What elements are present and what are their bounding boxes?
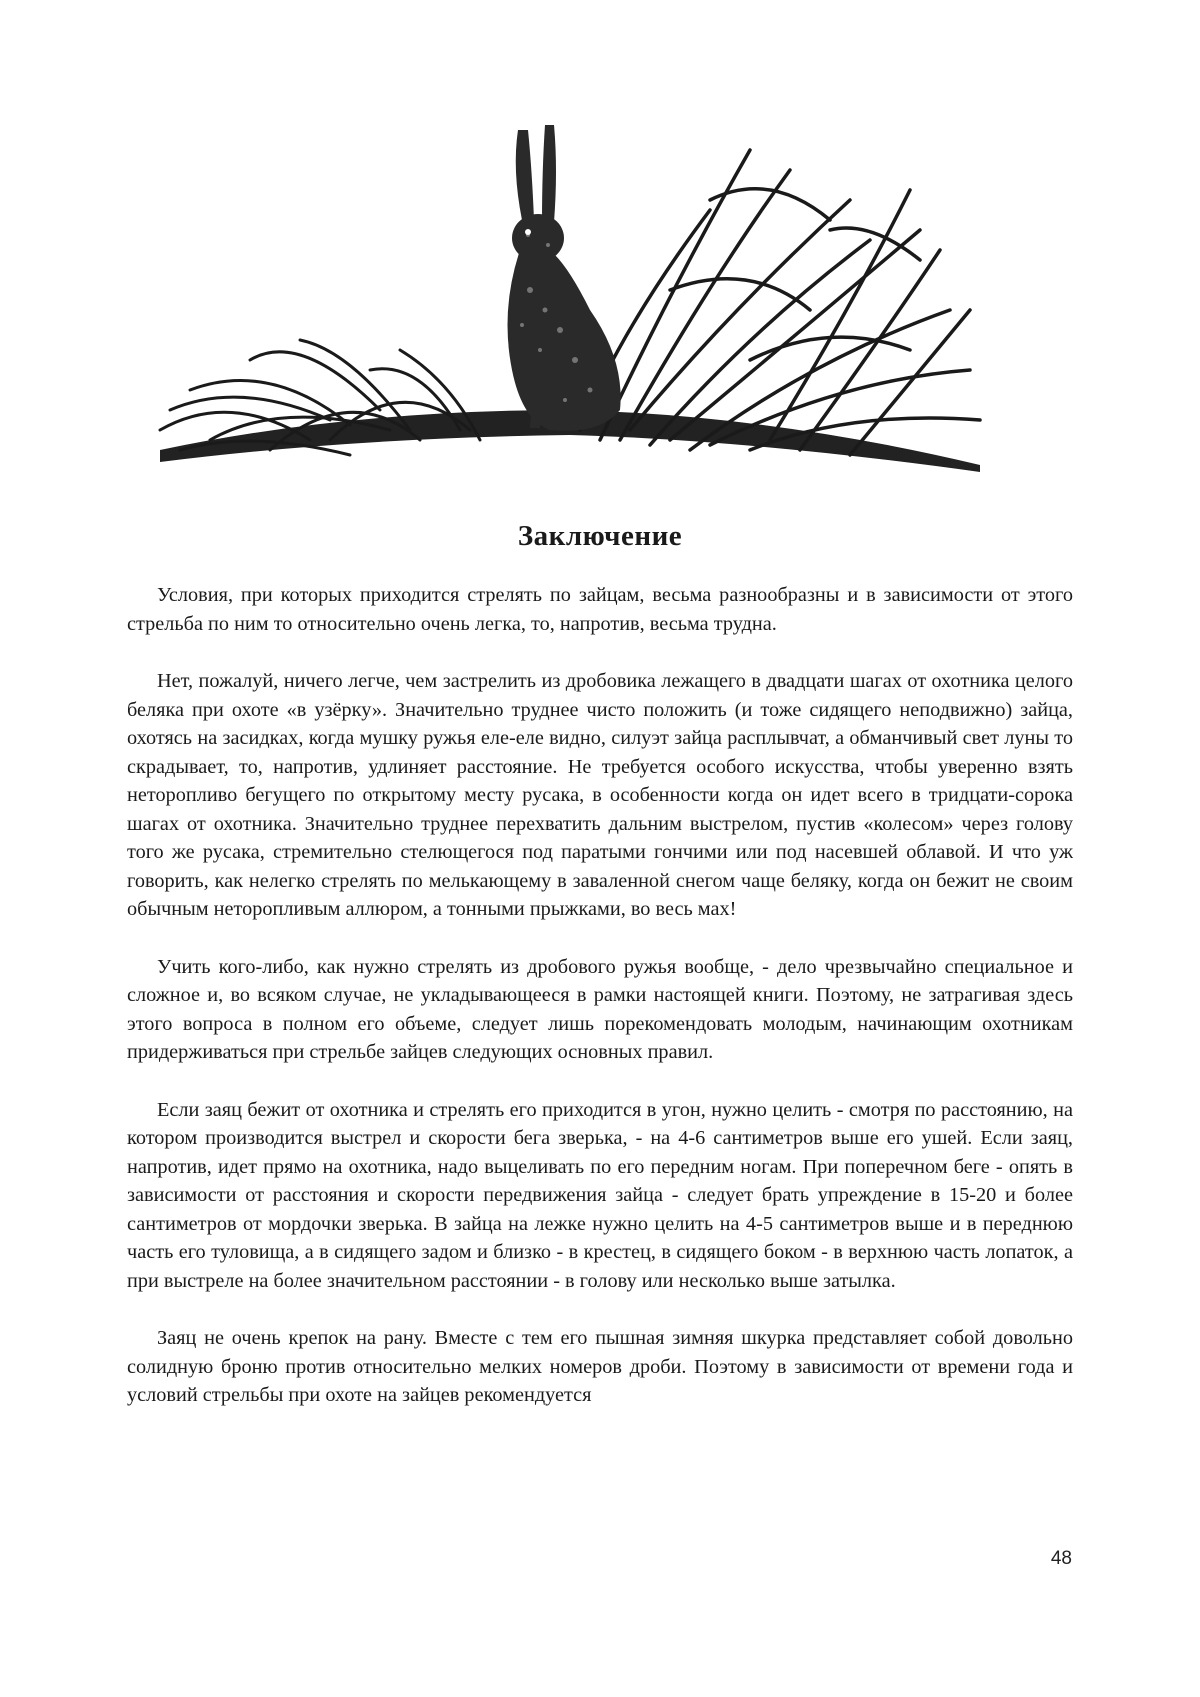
hare-in-grass-illustration: [150, 110, 990, 490]
paragraph: Учить кого-либо, как нужно стрелять из дробового ружья вообще, - дело чрезвычайно специальное и сложное и, во всяком случае, не укладывающееся в рамки настоящей книги. Поэтому, не затрагивая здесь этого вопроса в полном его объеме, следует лишь порекомендовать молодым, начинающим охотникам придерживаться при стрельбе зайцев следующих основных правил.: [127, 953, 1073, 1067]
paragraph: Если заяц бежит от охотника и стрелять его приходится в угон, нужно целить - смотря по расстоянию, на котором производится выстрел и скорости бега зверька, - на 4-6 сантиметров выше его ушей. Если заяц, напротив, идет прямо на охотника, надо выцеливать по его передним ногам. При поперечном беге - опять в зависимости от расстояния и скорости передвижения зайца - следует брать упреждение в 15-20 и более сантиметров от мордочки зверька. В зайца на лежке нужно целить на 4-5 сантиметров выше и в переднюю часть его туловища, а в сидящего задом и близко - в крестец, в сидящего боком - в верхнюю часть лопаток, а при выстреле на более значительном расстоянии - в голову или несколько выше затылка.: [127, 1096, 1073, 1296]
paragraph: Заяц не очень крепок на рану. Вместе с тем его пышная зимняя шкурка представляет собой довольно солидную броню против относительно мелких номеров дроби. Поэтому в зависимости от времени года и условий стрельбы при охоте на зайцев рекомендуется: [127, 1324, 1073, 1410]
paragraph: Нет, пожалуй, ничего легче, чем застрелить из дробовика лежащего в двадцати шагах от охотника целого беляка при охоте «в узёрку». Значительно труднее чисто положить (и тоже сидящего неподвижно) зайца, охотясь на засидках, когда мушку ружья еле-еле видно, силуэт зайца расплывчат, а обманчивый свет луны то скрадывает, то, напротив, удлиняет расстояние. Не требуется особого искусства, чтобы уверенно взять неторопливо бегущего по открытому месту русака, в особенности когда он идет всего в тридцати-сорока шагах от охотника. Значительно труднее перехватить дальним выстрелом, пустив «колесом» через голову того же русака, стремительно стелющегося под паратыми гончими или под насевшей облавой. И что уж говорить, как нелегко стрелять по мелькающему в заваленной снегом чаще беляку, когда он бежит не своим обычным неторопливым аллюром, а тонными прыжками, во весь мах!: [127, 667, 1073, 924]
paragraph: Условия, при которых приходится стрелять по зайцам, весьма разнообразны и в зависимости от этого стрельба по ним то относительно очень легка, то, напротив, весьма трудна.: [127, 581, 1073, 638]
page-number: 48: [1051, 1548, 1072, 1570]
page-title: Заключение: [0, 520, 1200, 553]
body-text: [127, 581, 1073, 1439]
